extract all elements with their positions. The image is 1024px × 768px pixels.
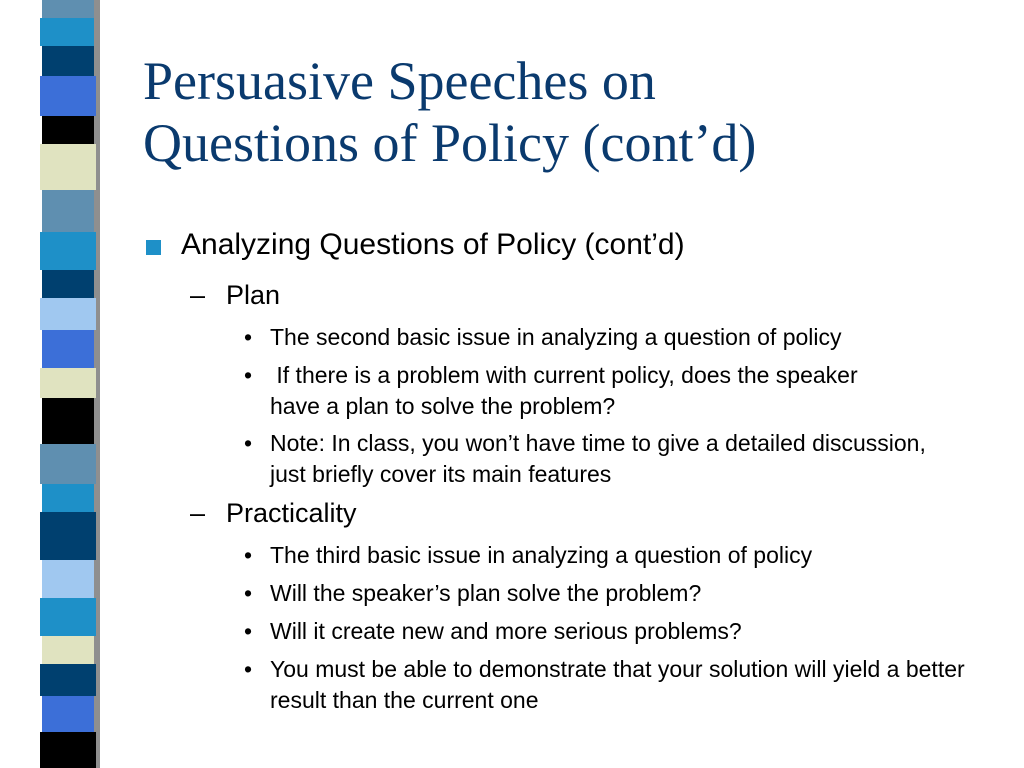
sub-heading-plan <box>190 280 281 311</box>
list-item-text: If there is a problem with current policy, does the speaker have a plan to solve the problem? <box>270 362 865 419</box>
dash-bullet: – <box>190 498 206 528</box>
dot-bullet: • <box>244 618 253 644</box>
main-bullet-heading: Analyzing Questions of Policy (cont’d) <box>181 228 685 261</box>
dot-bullet: • <box>244 362 253 388</box>
list-item <box>244 322 1000 353</box>
slide-title-line-1: Persuasive Speeches on <box>143 51 656 111</box>
list-item-text: You must be able to demonstrate that your solution will yield a better result than the current one <box>270 656 965 713</box>
dot-bullet: • <box>244 656 253 682</box>
list-item-text: Will the speaker’s plan solve the problem? <box>270 580 702 606</box>
list-item <box>244 616 1000 647</box>
list-item <box>244 654 970 716</box>
list-item <box>244 428 960 490</box>
list-item-text: The third basic issue in analyzing a question of policy <box>270 542 813 568</box>
dot-bullet: • <box>244 324 253 350</box>
list-item <box>244 578 1000 609</box>
list-item-text: The second basic issue in analyzing a question of policy <box>270 324 842 350</box>
sub-heading-label: Practicality <box>226 498 357 528</box>
sub-heading-label: Plan <box>226 280 281 310</box>
dot-bullet: • <box>244 542 253 568</box>
dot-bullet: • <box>244 430 253 456</box>
square-bullet-icon <box>146 240 161 255</box>
slide-title-line-2: Questions of Policy (cont’d) <box>143 113 757 173</box>
dash-bullet: – <box>190 280 206 310</box>
list-item <box>244 360 910 422</box>
list-item-text: Note: In class, you won’t have time to give a detailed discussion, just briefly cover its main features <box>270 430 926 487</box>
list-item-text: Will it create new and more serious problems? <box>270 618 742 644</box>
sub-heading-practicality <box>190 498 357 529</box>
list-item <box>244 540 1000 571</box>
dot-bullet: • <box>244 580 253 606</box>
